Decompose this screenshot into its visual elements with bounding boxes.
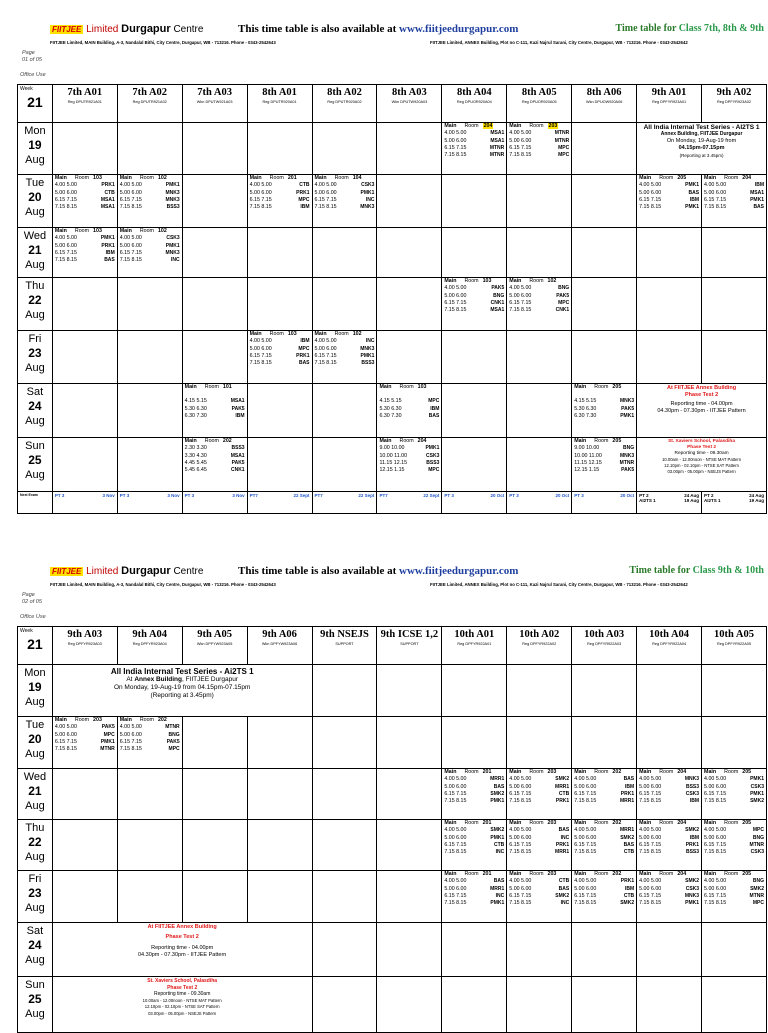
room-header: Main Room 103 bbox=[379, 384, 427, 390]
period-row: 10.00 11.00 MNK3 bbox=[574, 452, 635, 459]
period-row: 7.15 8.15 IBM bbox=[639, 798, 700, 805]
period-row: 5.00 6.00 PRK1 bbox=[54, 242, 115, 249]
period-row: 4.00 5.00 SMK2 bbox=[639, 827, 700, 834]
phase-test-notice: At FIITJEE Annex Building Phase Test 2 Reporting time - 04.00pm 04.30pm - 07.30pm - IITJEE Pattern bbox=[52, 923, 312, 977]
period-row: 7.15 8.15 MNK3 bbox=[314, 204, 375, 211]
schedule-cell bbox=[182, 438, 247, 492]
next-exam-cell: PT7 22 Sept bbox=[247, 492, 312, 514]
period-row: 7.15 8.15 PRK1 bbox=[509, 798, 570, 805]
timetable-page-2 bbox=[0, 564, 768, 1024]
period-row: 6.30 7.30 BAS bbox=[379, 412, 440, 419]
period-row: 4.15 5.15 MSA1 bbox=[184, 398, 245, 405]
batch-header: 10th A02 Reg DPFYR922A02 bbox=[507, 627, 572, 665]
room-header: Main Room 204 bbox=[639, 769, 687, 775]
room-header: Main Room 102 bbox=[509, 278, 557, 284]
room-header: Main Room 205 bbox=[574, 384, 622, 390]
room-header: Main Room 102 bbox=[314, 331, 362, 337]
room-header: Main Room 205 bbox=[704, 871, 752, 877]
schedule-cell bbox=[637, 871, 702, 923]
period-row: 7.15 8.15 PMK1 bbox=[639, 204, 700, 211]
period-row: 9.00 10.00 BNG bbox=[574, 445, 635, 452]
website-link[interactable]: www.fiitjeedurgapur.com bbox=[399, 23, 519, 35]
test-notice: All India Internal Test Series - Ai2TS 1 At Annex Building, FIITJEE Durgapur On Monday, 19-Aug-19 from 04.15pm-07.15pm (Reporting at 3.45pm) bbox=[52, 665, 312, 717]
room-header: Main Room 201 bbox=[444, 769, 492, 775]
day-cell-tue: Tue 20 Aug bbox=[18, 175, 53, 228]
period-row: 5.00 6.00 MPC bbox=[54, 731, 115, 738]
period-row: 4.00 5.00 MNK3 bbox=[639, 776, 700, 783]
period-row: 4.00 5.00 PRK1 bbox=[574, 878, 635, 885]
period-row: 7.15 8.15 IBM bbox=[249, 204, 310, 211]
period-row: 4.00 5.00 PMK1 bbox=[704, 776, 764, 783]
period-row: 5.00 6.00 BAS bbox=[639, 189, 700, 196]
day-cell-wed: Wed 21 Aug bbox=[18, 769, 53, 820]
day-cell-sat: Sat 24 Aug bbox=[18, 384, 53, 438]
room-header: Main Room 205 bbox=[574, 438, 622, 444]
day-cell-mon: Mon 19 Aug bbox=[18, 665, 53, 717]
batch-header: 9th A01 Reg DPFYR923A01 bbox=[637, 85, 702, 123]
next-exam-cell: PT7 22 Sept bbox=[377, 492, 442, 514]
period-row: 7.15 8.15 SMK2 bbox=[574, 900, 635, 907]
period-row: 6.15 7.15 CTB bbox=[444, 841, 505, 848]
period-row: 5.45 6.45 CNK1 bbox=[184, 467, 245, 474]
batch-header: 9th NSEJS SUPPORT bbox=[312, 627, 377, 665]
period-row: 6.15 7.15 PAK5 bbox=[119, 738, 180, 745]
period-row: 7.15 8.15 PMK1 bbox=[639, 900, 700, 907]
next-exam-cell: PT7 22 Sept bbox=[312, 492, 377, 514]
schedule-cell bbox=[702, 820, 767, 871]
schedule-cell bbox=[572, 384, 637, 438]
period-row: 7.15 8.15 BSS3 bbox=[119, 204, 180, 211]
period-row: 6.15 7.15 MTNR bbox=[444, 144, 505, 151]
batch-header: 9th A02 Reg DPFYR923A02 bbox=[702, 85, 767, 123]
schedule-cell bbox=[442, 123, 507, 175]
phase-test-notice: St. Xaviers School, Palasdiha Phase Test 2 Reporting time - 09.30am 10.00am - 12.00noon - NTSE MAT Pattern 12.10pm - 02.10pm - NTSE SAT Pattern 03.00pm - 05.00pm - NSEJS Pattern bbox=[52, 977, 312, 1033]
schedule-cell bbox=[442, 871, 507, 923]
schedule-cell bbox=[312, 331, 377, 384]
period-row: 4.00 5.00 MTNR bbox=[119, 724, 180, 731]
schedule-cell bbox=[572, 769, 637, 820]
schedule-cell bbox=[702, 175, 767, 228]
period-row: 4.00 5.00 SMK2 bbox=[639, 878, 700, 885]
batch-header: 10th A03 Reg DPFYR922A03 bbox=[572, 627, 637, 665]
period-row: 4.00 5.00 PAK5 bbox=[54, 724, 115, 731]
batch-header: 9th A04 Reg DPFYR923A04 bbox=[117, 627, 182, 665]
period-row: 5.00 6.00 BAS bbox=[509, 885, 570, 892]
period-row: 4.00 5.00 PMK1 bbox=[119, 182, 180, 189]
day-cell-fri: Fri 23 Aug bbox=[18, 871, 53, 923]
period-row: 7.15 8.15 MTNR bbox=[54, 746, 115, 753]
schedule-cell bbox=[377, 384, 442, 438]
period-row: 5.00 6.00 PMK1 bbox=[314, 189, 375, 196]
period-row: 7.15 8.15 INC bbox=[119, 257, 180, 264]
period-row: 6.30 7.30 PMK1 bbox=[574, 412, 635, 419]
day-cell-tue: Tue 20 Aug bbox=[18, 717, 53, 769]
period-row: 5.00 6.00 CSK3 bbox=[639, 885, 700, 892]
period-row: 7.15 8.15 BAS bbox=[54, 257, 115, 264]
period-row: 5.00 6.00 PAK5 bbox=[509, 292, 570, 299]
period-row: 6.15 7.15 MTNR bbox=[704, 841, 764, 848]
period-row: 6.15 7.15 MTNR bbox=[704, 892, 764, 899]
period-row: 7.15 8.15 CSK3 bbox=[704, 849, 764, 856]
period-row: 6.15 7.15 PRK1 bbox=[249, 352, 310, 359]
schedule-cell bbox=[702, 871, 767, 923]
batch-header: 8th A05 Reg DPUOR920A05 bbox=[507, 85, 572, 123]
period-row: 11.15 12.15 MTNR bbox=[574, 459, 635, 466]
timetable-grid bbox=[17, 626, 767, 1033]
room-header: Main Room 201 bbox=[444, 820, 492, 826]
room-header: Main Room 204 bbox=[704, 175, 752, 181]
day-cell-wed: Wed 21 Aug bbox=[18, 228, 53, 278]
room-header: Main Room 203 bbox=[509, 123, 558, 129]
main-address: FIITJEE Limited, MAIN Building, A-3, Nandalal Bithi, City Centre, Durgapur, WB - 713216. Phone - 0343-2542643 bbox=[50, 40, 276, 45]
next-exam-cell: PT 3 3 Nov bbox=[117, 492, 182, 514]
period-row: 5.00 6.00 PMK1 bbox=[119, 242, 180, 249]
period-row: 6.15 7.15 CTB bbox=[574, 892, 635, 899]
page-header bbox=[0, 564, 768, 620]
schedule-cell bbox=[637, 820, 702, 871]
day-cell-fri: Fri 23 Aug bbox=[18, 331, 53, 384]
period-row: 4.00 5.00 SMK2 bbox=[444, 827, 505, 834]
period-row: 6.15 7.15 PMK1 bbox=[704, 196, 764, 203]
period-row: 5.00 6.00 CTB bbox=[54, 189, 115, 196]
batch-header: 10th A04 Reg DPFYR922A04 bbox=[637, 627, 702, 665]
period-row: 7.15 8.15 INC bbox=[509, 900, 570, 907]
schedule-cell bbox=[247, 331, 312, 384]
period-row: 4.00 5.00 BAS bbox=[574, 776, 635, 783]
period-row: 5.00 6.00 MPC bbox=[249, 345, 310, 352]
period-row: 4.00 5.00 BAS bbox=[444, 878, 505, 885]
period-row: 5.00 6.00 IBM bbox=[574, 885, 635, 892]
period-row: 5.00 6.00 SMK2 bbox=[704, 885, 764, 892]
day-cell-mon: Mon 19 Aug bbox=[18, 123, 53, 175]
room-header: Main Room 201 bbox=[249, 175, 297, 181]
period-row: 7.15 8.15 BSS3 bbox=[639, 849, 700, 856]
period-row: 4.00 5.00 PAK5 bbox=[444, 285, 505, 292]
period-row: 5.00 6.00 BSS3 bbox=[639, 783, 700, 790]
room-header: Main Room 202 bbox=[184, 438, 232, 444]
period-row: 5.00 6.00 MRR1 bbox=[509, 783, 570, 790]
room-header: Main Room 104 bbox=[314, 175, 362, 181]
schedule-cell bbox=[507, 769, 572, 820]
timetable-page-1 bbox=[0, 22, 768, 517]
period-row: 4.00 5.00 MTNR bbox=[509, 130, 570, 137]
room-header: Main Room 203 bbox=[509, 820, 557, 826]
period-row: 4.00 5.00 BNG bbox=[509, 285, 570, 292]
batch-header: 9th A05 Wkn DPFYW923A05 bbox=[182, 627, 247, 665]
schedule-cell bbox=[52, 228, 117, 278]
period-row: 5.00 6.00 IBM bbox=[639, 834, 700, 841]
period-row: 5.00 6.00 PRK1 bbox=[249, 189, 310, 196]
schedule-cell bbox=[442, 820, 507, 871]
period-row: 6.15 7.15 PMK1 bbox=[314, 352, 375, 359]
period-row: 7.15 8.15 MRR1 bbox=[509, 849, 570, 856]
period-row: 5.00 6.00 BAS bbox=[444, 783, 505, 790]
schedule-cell bbox=[702, 769, 767, 820]
room-header: Main Room 103 bbox=[54, 175, 102, 181]
room-header: Main Room 102 bbox=[119, 175, 167, 181]
period-row: 3.30 4.30 MSA1 bbox=[184, 452, 245, 459]
availability-note: This time table is also available at www.fiitjeedurgapur.com bbox=[238, 23, 519, 35]
schedule-cell bbox=[442, 278, 507, 331]
availability-note: This time table is also available at www.fiitjeedurgapur.com bbox=[238, 565, 519, 577]
period-row: 7.15 8.15 MSA1 bbox=[54, 204, 115, 211]
period-row: 5.00 6.00 PMK1 bbox=[444, 834, 505, 841]
period-row: 4.00 5.00 INC bbox=[314, 338, 375, 345]
period-row: 4.00 5.00 PMK1 bbox=[54, 235, 115, 242]
annex-address: FIITJEE Limited, ANNEX Building, Plot no C-111, Kazi Najrul Sarani, City Centre, Durgapur, WB - 713216. Phone - 0343-2542642 bbox=[430, 582, 688, 587]
period-row: 9.00 10.00 PMK1 bbox=[379, 445, 440, 452]
page-number: Page 01 of 05 bbox=[22, 50, 42, 63]
room-header: Main Room 204 bbox=[444, 123, 493, 129]
period-row: 7.15 8.15 MTNR bbox=[444, 152, 505, 159]
schedule-cell bbox=[247, 175, 312, 228]
week-cell: Week 21 bbox=[18, 627, 53, 665]
room-header: Main Room 203 bbox=[509, 871, 557, 877]
phase-test-notice: At FIITJEE Annex Building Phase Test 2 Reporting time - 04.00pm 04.30pm - 07.30pm - IITJEE Pattern bbox=[637, 384, 767, 438]
period-row: 6.15 7.15 SMK2 bbox=[509, 892, 570, 899]
period-row: 5.00 6.00 BNG bbox=[119, 731, 180, 738]
period-row: 4.00 5.00 SMK2 bbox=[509, 776, 570, 783]
day-cell-sat: Sat 24 Aug bbox=[18, 923, 53, 977]
room-header: Main Room 203 bbox=[509, 769, 557, 775]
room-header: Main Room 204 bbox=[639, 820, 687, 826]
period-row: 6.15 7.15 CSK3 bbox=[639, 790, 700, 797]
day-cell-thu: Thu 22 Aug bbox=[18, 278, 53, 331]
period-row: 4.00 5.00 MRR1 bbox=[574, 827, 635, 834]
period-row: 4.15 5.15 MNK3 bbox=[574, 398, 635, 405]
page-number: Page 02 of 05 bbox=[22, 592, 42, 605]
next-exam-label: Next Exam bbox=[18, 492, 53, 514]
phase-test-notice: St. Xaviers School, Palasdiha Phase Test 2 Reporting time - 09.30am 10.00am - 12.00noon - NTSE MAT Pattern 12.10pm - 02.10pm - NTSE SAT Pattern 03.00pm - 05.00pm - NSEJS Pattern bbox=[637, 438, 767, 492]
period-row: 7.15 8.15 PMK1 bbox=[444, 900, 505, 907]
schedule-cell bbox=[507, 820, 572, 871]
period-row: 5.00 6.00 MNK3 bbox=[119, 189, 180, 196]
period-row: 5.00 6.00 SMK2 bbox=[574, 834, 635, 841]
schedule-cell bbox=[117, 175, 182, 228]
period-row: 4.00 5.00 BNG bbox=[704, 878, 764, 885]
period-row: 4.00 5.00 MPC bbox=[704, 827, 764, 834]
schedule-cell bbox=[507, 123, 572, 175]
room-header: Main Room 205 bbox=[639, 175, 687, 181]
schedule-cell bbox=[52, 717, 117, 769]
period-row: 4.00 5.00 IBM bbox=[704, 182, 764, 189]
period-row: 5.00 6.00 INC bbox=[509, 834, 570, 841]
schedule-cell bbox=[182, 384, 247, 438]
period-row: 5.00 6.00 CSK3 bbox=[704, 783, 764, 790]
room-header: Main Room 103 bbox=[444, 278, 492, 284]
period-row: 4.00 5.00 CSK3 bbox=[314, 182, 375, 189]
period-row: 7.15 8.15 MRR1 bbox=[574, 798, 635, 805]
period-row: 4.00 5.00 MRR1 bbox=[444, 776, 505, 783]
batch-header: 8th A04 Reg DPUOR920A04 bbox=[442, 85, 507, 123]
schedule-cell bbox=[637, 175, 702, 228]
period-row: 5.00 6.00 IBM bbox=[574, 783, 635, 790]
annex-address: FIITJEE Limited, ANNEX Building, Plot no C-111, Kazi Najrul Sarani, City Centre, Durgapur, WB - 713216. Phone - 0343-2542642 bbox=[430, 40, 688, 45]
schedule-cell bbox=[377, 438, 442, 492]
period-row: 5.00 6.00 BNG bbox=[704, 834, 764, 841]
period-row: 6.15 7.15 PMK1 bbox=[704, 790, 764, 797]
period-row: 4.00 5.00 CTB bbox=[509, 878, 570, 885]
period-row: 7.15 8.15 BAS bbox=[249, 360, 310, 367]
schedule-cell bbox=[507, 278, 572, 331]
period-row: 7.15 8.15 MSA1 bbox=[444, 307, 505, 314]
period-row: 12.15 1.15 MPC bbox=[379, 467, 440, 474]
batch-header: 8th A01 Reg DPUTR920A01 bbox=[247, 85, 312, 123]
schedule-cell bbox=[312, 175, 377, 228]
period-row: 7.15 8.15 INC bbox=[444, 849, 505, 856]
page-title: Time table for Class 9th & 10th bbox=[629, 565, 764, 576]
office-use-label: Office Use bbox=[20, 614, 46, 620]
next-exam-cell: PT 3 3 Nov bbox=[52, 492, 117, 514]
period-row: 6.15 7.15 INC bbox=[314, 196, 375, 203]
next-exam-cell: PT 3 20 Oct bbox=[572, 492, 637, 514]
brand-logo: FIITJEE Limited Durgapur Centre bbox=[52, 23, 204, 35]
period-row: 5.00 6.00 MSA1 bbox=[444, 137, 505, 144]
batch-header: 7th A02 Reg DPUTR921A02 bbox=[117, 85, 182, 123]
period-row: 7.15 8.15 BSS3 bbox=[314, 360, 375, 367]
period-row: 6.30 7.30 IBM bbox=[184, 412, 245, 419]
period-row: 6.15 7.15 IBM bbox=[54, 249, 115, 256]
period-row: 6.15 7.15 SMK2 bbox=[444, 790, 505, 797]
test-notice: All India Internal Test Series - AI2TS 1 Annex Building, FIITJEE Durgapur On Monday, 19-Aug-19 from 04.15pm-07.15pm (Reporting at 3.45pm) bbox=[637, 123, 767, 175]
period-row: 7.15 8.15 PMK1 bbox=[444, 798, 505, 805]
period-row: 7.15 8.15 SMK2 bbox=[704, 798, 764, 805]
period-row: 6.15 7.15 MPC bbox=[509, 144, 570, 151]
batch-header: 9th A06 Wkn DPFYW923A06 bbox=[247, 627, 312, 665]
period-row: 7.15 8.15 MPC bbox=[704, 900, 764, 907]
batch-header: 8th A02 Reg DPUTR920A02 bbox=[312, 85, 377, 123]
schedule-cell bbox=[507, 871, 572, 923]
page-header bbox=[0, 22, 768, 78]
period-row: 6.15 7.15 MPC bbox=[509, 299, 570, 306]
period-row: 4.15 5.15 MPC bbox=[379, 398, 440, 405]
timetable-grid bbox=[17, 84, 767, 514]
period-row: 5.00 6.00 BNG bbox=[444, 292, 505, 299]
period-row: 6.15 7.15 BAS bbox=[574, 841, 635, 848]
schedule-cell bbox=[52, 175, 117, 228]
batch-header: 8th A06 Wkn DPUOW920A06 bbox=[572, 85, 637, 123]
period-row: 6.15 7.15 PMK1 bbox=[54, 738, 115, 745]
period-row: 4.00 5.00 MSA1 bbox=[444, 130, 505, 137]
period-row: 5.30 6.30 IBM bbox=[379, 405, 440, 412]
period-row: 7.15 8.15 BAS bbox=[704, 204, 764, 211]
page-title: Time table for Class 7th, 8th & 9th bbox=[615, 23, 764, 34]
period-row: 6.15 7.15 MNK3 bbox=[639, 892, 700, 899]
period-row: 4.00 5.00 IBM bbox=[249, 338, 310, 345]
next-exam-cell: PT 3 20 Oct bbox=[507, 492, 572, 514]
period-row: 5.30 6.30 PAK5 bbox=[184, 405, 245, 412]
schedule-cell bbox=[572, 438, 637, 492]
main-address: FIITJEE Limited, MAIN Building, A-3, Nandalal Bithi, City Centre, Durgapur, WB - 713216. Phone - 0343-2542643 bbox=[50, 582, 276, 587]
schedule-cell bbox=[117, 717, 182, 769]
room-header: Main Room 202 bbox=[574, 820, 622, 826]
period-row: 5.00 6.00 MSA1 bbox=[704, 189, 764, 196]
batch-header: 7th A03 Wkn DPUTW921A03 bbox=[182, 85, 247, 123]
period-row: 5.30 6.30 PAK5 bbox=[574, 405, 635, 412]
room-header: Main Room 103 bbox=[54, 228, 102, 234]
period-row: 4.00 5.00 CTB bbox=[249, 182, 310, 189]
room-header: Main Room 204 bbox=[639, 871, 687, 877]
period-row: 6.15 7.15 PRK1 bbox=[509, 841, 570, 848]
period-row: 7.15 8.15 CNK1 bbox=[509, 307, 570, 314]
office-use-label: Office Use bbox=[20, 72, 46, 78]
period-row: 5.00 6.00 MNK3 bbox=[314, 345, 375, 352]
period-row: 6.15 7.15 MNK3 bbox=[119, 249, 180, 256]
day-cell-sun: Sun 25 Aug bbox=[18, 438, 53, 492]
schedule-cell bbox=[572, 820, 637, 871]
next-exam-cell: PT 3 20 Oct bbox=[442, 492, 507, 514]
week-cell: Week 21 bbox=[18, 85, 53, 123]
batch-header: 7th A01 Reg DPUTR921A01 bbox=[52, 85, 117, 123]
period-row: 6.15 7.15 MNK3 bbox=[119, 196, 180, 203]
room-header: Main Room 205 bbox=[704, 820, 752, 826]
brand-logo: FIITJEE Limited Durgapur Centre bbox=[52, 565, 204, 577]
schedule-cell bbox=[572, 871, 637, 923]
next-exam-cell: PT 3 3 Nov bbox=[182, 492, 247, 514]
next-exam-cell: PT 2 24 Aug AI2TS 1 19 Aug bbox=[702, 492, 767, 514]
period-row: 4.00 5.00 PRK1 bbox=[54, 182, 115, 189]
batch-header: 9th A03 Reg DPFYR923A03 bbox=[52, 627, 117, 665]
period-row: 6.15 7.15 MSA1 bbox=[54, 196, 115, 203]
period-row: 11.15 12.15 BSS3 bbox=[379, 459, 440, 466]
period-row: 6.15 7.15 IBM bbox=[639, 196, 700, 203]
batch-header: 10th A01 Reg DPFYR922A01 bbox=[442, 627, 507, 665]
period-row: 6.15 7.15 PRK1 bbox=[639, 841, 700, 848]
period-row: 7.15 8.15 MPC bbox=[509, 152, 570, 159]
period-row: 2.30 3.30 BSS3 bbox=[184, 445, 245, 452]
period-row: 5.00 6.00 MTNR bbox=[509, 137, 570, 144]
room-header: Main Room 201 bbox=[444, 871, 492, 877]
next-exam-cell: PT 2 24 Aug AI2TS 1 19 Aug bbox=[637, 492, 702, 514]
room-header: Main Room 202 bbox=[574, 769, 622, 775]
period-row: 6.15 7.15 INC bbox=[444, 892, 505, 899]
period-row: 6.15 7.15 CTB bbox=[509, 790, 570, 797]
room-header: Main Room 203 bbox=[54, 717, 102, 723]
schedule-cell bbox=[442, 769, 507, 820]
batch-header: 10th A05 Reg DPFYR922A05 bbox=[702, 627, 767, 665]
room-header: Main Room 205 bbox=[704, 769, 752, 775]
schedule-cell bbox=[637, 769, 702, 820]
period-row: 6.15 7.15 MPC bbox=[249, 196, 310, 203]
day-cell-thu: Thu 22 Aug bbox=[18, 820, 53, 871]
schedule-cell bbox=[117, 228, 182, 278]
period-row: 4.00 5.00 PMK1 bbox=[639, 182, 700, 189]
period-row: 4.00 5.00 CSK3 bbox=[119, 235, 180, 242]
period-row: 4.45 5.45 PAK5 bbox=[184, 459, 245, 466]
website-link[interactable]: www.fiitjeedurgapur.com bbox=[399, 565, 519, 577]
room-header: Main Room 102 bbox=[119, 228, 167, 234]
period-row: 7.15 8.15 CTB bbox=[574, 849, 635, 856]
day-cell-sun: Sun 25 Aug bbox=[18, 977, 53, 1033]
room-header: Main Room 101 bbox=[184, 384, 232, 390]
period-row: 10.00 11.00 CSK3 bbox=[379, 452, 440, 459]
room-header: Main Room 202 bbox=[119, 717, 167, 723]
room-header: Main Room 204 bbox=[379, 438, 427, 444]
batch-header: 8th A03 Wkn DPUTW920A03 bbox=[377, 85, 442, 123]
room-header: Main Room 103 bbox=[249, 331, 297, 337]
period-row: 6.15 7.15 CNK1 bbox=[444, 299, 505, 306]
room-header: Main Room 202 bbox=[574, 871, 622, 877]
period-row: 6.15 7.15 PRK1 bbox=[574, 790, 635, 797]
period-row: 12.15 1.15 PAK5 bbox=[574, 467, 635, 474]
batch-header: 9th ICSE 1,2 SUPPORT bbox=[377, 627, 442, 665]
period-row: 5.00 6.00 MRR1 bbox=[444, 885, 505, 892]
period-row: 7.15 8.15 MPC bbox=[119, 746, 180, 753]
period-row: 4.00 5.00 BAS bbox=[509, 827, 570, 834]
